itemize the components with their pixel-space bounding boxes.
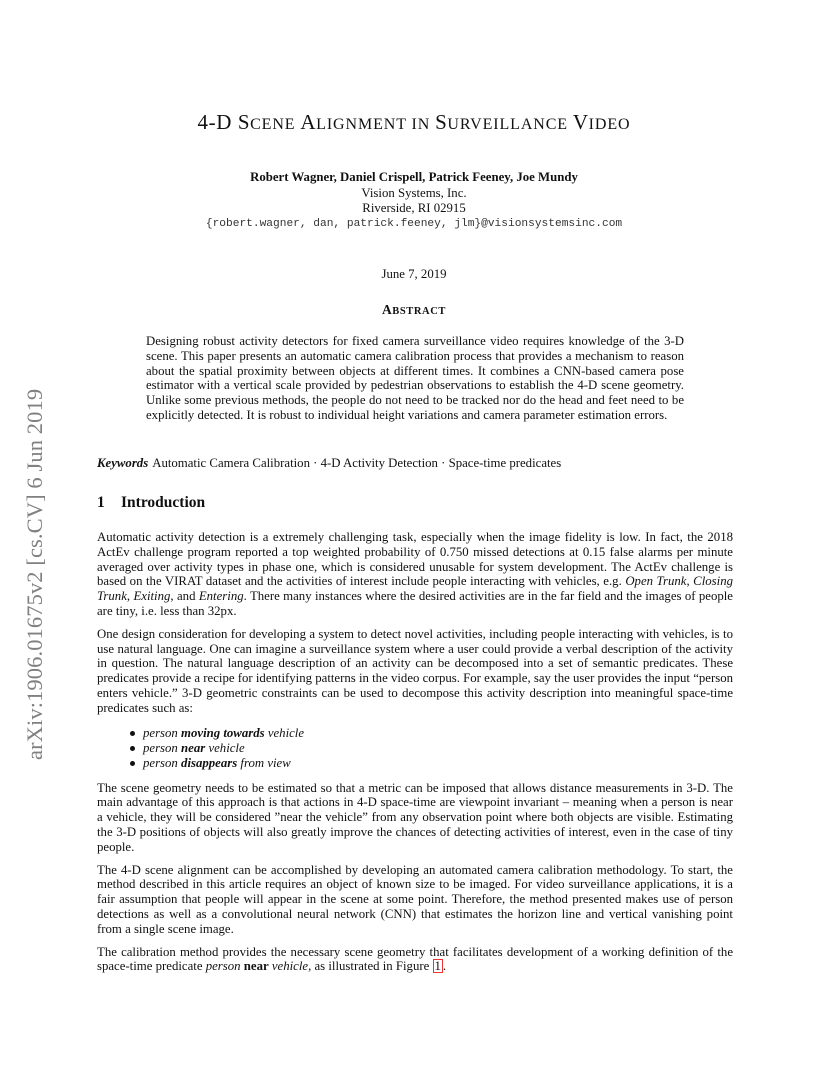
keywords-list: Automatic Camera Calibration · 4-D Activity Detection · Space-time predicates [152, 456, 562, 470]
abstract-heading: ABSTRACT [381, 302, 447, 317]
introduction-body [97, 530, 733, 982]
list-item: person near vehicle [130, 741, 733, 756]
keywords-label: Keywords [97, 456, 149, 470]
arxiv-identifier: arXiv:1906.01675v2 [cs.CV] 6 Jun 2019 [22, 388, 47, 760]
list-item: person disappears from view [130, 756, 733, 771]
section-heading [97, 494, 205, 512]
paper-title: 4-D SCENE ALIGNMENT IN SURVEILLANCE VIDEO [197, 110, 631, 134]
section-title: Introduction [121, 494, 206, 511]
paper-date: June 7, 2019 [381, 267, 447, 281]
author-location: Riverside, RI 02915 [362, 201, 466, 215]
author-names: Robert Wagner, Daniel Crispell, Patrick Feeney, Joe Mundy [250, 170, 578, 184]
paragraph-2: One design consideration for developing a system to detect novel activities, including people interacting with vehicles, is to use natural language. One can imagine a surveillance system where a user could provide a verbal description of the activity in question. The natural language description of an activity can be decomposed into a set of semantic predicates. These predicates provide a recipe for identifying patterns in the video corpus. For example, say the user provides the input “person enters vehicle.” 3-D geometric constraints can be used to decompose this activity description into meaningful space-time predicates such as: [97, 626, 733, 715]
abstract-text: Designing robust activity detectors for fixed camera surveillance video requires knowledge of the 3-D scene. This paper presents an automatic camera calibration process that provides a mechanism to reason about the spatial proximity between objects at different times. It combines a CNN-based camera pose estimator with a vertical scale provided by pedestrian observations to establish the 4-D scene geometry. Unlike some previous methods, the people do not need to be tracked nor do the head and feet need to be explicitly detected. It is robust to individual height variations and camera parameter estimation errors. [146, 334, 684, 422]
predicate-list [130, 726, 733, 771]
author-emails: {robert.wagner, dan, patrick.feeney, jlm}@visionsystemsinc.com [205, 217, 623, 230]
figure-reference-link[interactable]: 1 [434, 959, 441, 974]
paragraph-1: Automatic activity detection is a extremely challenging task, especially when the image fidelity is low. In fact, the 2018 ActEv challenge program reported a top weighted probability of 0.750 missed detections at 0.15 false alarms per minute averaged over activity types in phase one, which is considered unusable for system development. The ActEv challenge is based on the VIRAT dataset and the activities of interest include people interacting with vehicles, e.g. Open Trunk, Closing Trunk, Exiting, and Entering. There many instances where the desired activities are in the far field and the images of people are tiny, i.e. less than 32px. [97, 530, 733, 618]
author-affiliation: Vision Systems, Inc. [361, 185, 467, 200]
section-number: 1 [97, 494, 105, 511]
author-block [60, 170, 768, 232]
paragraph-5: The calibration method provides the necessary scene geometry that facilitates development of a working definition of the space-time predicate person near vehicle, as illustrated in Figure 1 . [97, 944, 733, 974]
paragraph-4: The 4-D scene alignment can be accomplished by developing an automated camera calibration methodology. To start, the method described in this article requires an object of known size to be imaged. For video surveillance applications, it is a fair assumption that people will appear in the scene at some point. Therefore, the method presented makes use of person detections as well as a convolutional neural network (CNN) that estimates the horizon line and vertical vanishing point from a single scene image. [97, 862, 733, 936]
keywords-line [97, 456, 737, 471]
paragraph-3: The scene geometry needs to be estimated so that a metric can be imposed that allows distance measurements in 3-D. The main advantage of this approach is that actions in 4-D space-time are viewpoint invariant – meaning when a person is near a vehicle, they will be considered ”near the vehicle” from any observation point where both objects are visible. Estimating the 3-D positions of objects will also greatly improve the chances of detecting activities of interest, even in the case of tiny people. [97, 780, 733, 854]
list-item: person moving towards vehicle [130, 726, 733, 741]
